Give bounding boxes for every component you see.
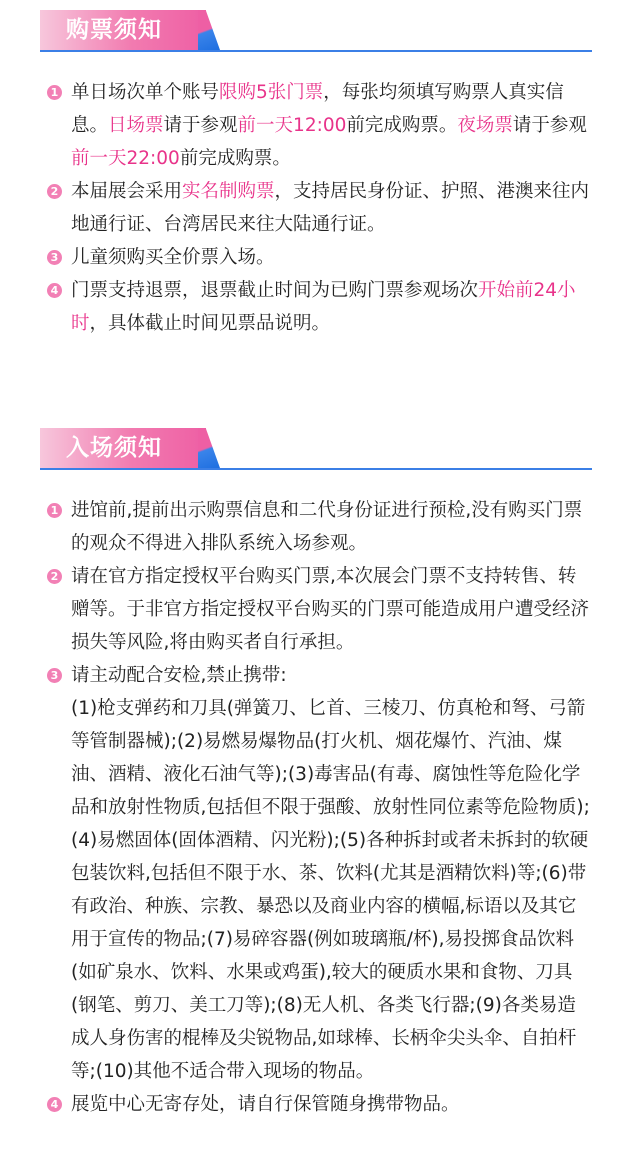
item-text: 儿童须购买全价票入场。 [71,247,275,268]
notice-item [0,241,591,274]
header-underline [40,50,592,52]
item-number-badge: 2 [47,569,62,584]
item-number-badge: 1 [47,503,62,518]
header-accent [198,428,220,468]
item-text: ，具体截止时间见票品说明。 [89,313,331,334]
section-title: 入场须知 [66,435,162,461]
header-underline [40,468,592,470]
item-text: 请在官方指定授权平台购买门票,本次展会门票不支持转售、转赠等。于非官方指定授权平台购买的门票可能造成用户遭受经济损失等风险,将由购买者自行承担。 [71,566,590,653]
item-number-badge: 3 [47,668,62,683]
highlight-text: 夜场票 [457,115,513,136]
section-title: 购票须知 [66,17,162,43]
header-accent [198,10,220,50]
item-text: 请于参观 [512,115,587,136]
highlight-text: 前一天12:00 [237,115,347,136]
notice-list [0,494,640,1121]
item-number-badge: 3 [47,250,62,265]
section-header [0,0,640,60]
item-text: 单日场次单个账号 [71,82,220,103]
item-detail-text: (1)枪支弹药和刀具(弹簧刀、匕首、三棱刀、仿真枪和弩、弓箭等管制器械);(2)易燃易爆物品(打火机、烟花爆竹、汽油、煤油、酒精、液化石油气等);(3)毒害品(有毒、腐蚀性等危险化学品和放射性物质,包括但不限于强酸、放射性同位素等危险物质);(4)易燃固体(固体酒精、闪光粉);(5)各种拆封或者未拆封的软硬包装饮料,包括但不限于水、茶、饮料(尤其是酒精饮料)等;(6)带有政治、种族、宗教、暴恐以及商业内容的横幅,标语以及其它用于宣传的物品;(7)易碎容器(例如玻璃瓶/杯),易投掷食品饮料(如矿泉水、饮料、水果或鸡蛋),较大的硬质水果和食物、刀具(钢笔、剪刀、美工刀等);(8)无人机、各类飞行器;(9)各类易造成人身伤害的棍棒及尖锐物品,如球棒、长柄伞尖头伞、自拍杆等;(10)其他不适合带入现场的物品。 [71,698,590,1082]
notice-list [0,76,640,340]
notice-item [0,274,591,340]
item-text: 请主动配合安检,禁止携带: [71,665,287,686]
entry-notice-section [0,418,640,1115]
item-text: 本届展会采用 [71,181,183,202]
item-text: 门票支持退票，退票截止时间为已购门票参观场次 [71,280,479,301]
notice-item [0,1088,591,1121]
item-text: 进馆前,提前出示购票信息和二代身份证进行预检,没有购买门票的观众不得进入排队系统入场参观。 [71,500,583,554]
notice-item [0,494,591,560]
item-number-badge: 4 [47,283,62,298]
item-text: 请于参观 [163,115,238,136]
highlight-text: 实名制购票 [182,181,275,202]
notice-item [0,76,591,175]
notice-item [0,175,591,241]
item-text: 前完成购票。 [346,115,458,136]
section-header [0,418,640,478]
notice-item [0,659,591,1088]
highlight-text: 日场票 [108,115,164,136]
item-number-badge: 4 [47,1097,62,1112]
highlight-text: 限购5张门票 [219,82,324,103]
item-text: 前完成购票。 [179,148,291,169]
item-text: ，支持居民身份证、护照、港澳来往内地通行证、台湾居民来往大陆通行证。 [71,181,590,235]
highlight-text: 前一天22:00 [71,148,180,169]
item-number-badge: 1 [47,85,62,100]
ticket-notice-section [0,0,640,334]
item-number-badge: 2 [47,184,62,199]
highlight-text: 开始前24小时 [71,280,576,334]
notice-item [0,560,591,659]
item-text: ，每张均须填写购票人真实信息。 [71,82,564,136]
item-text: 展览中心无寄存处，请自行保管随身携带物品。 [71,1094,460,1115]
